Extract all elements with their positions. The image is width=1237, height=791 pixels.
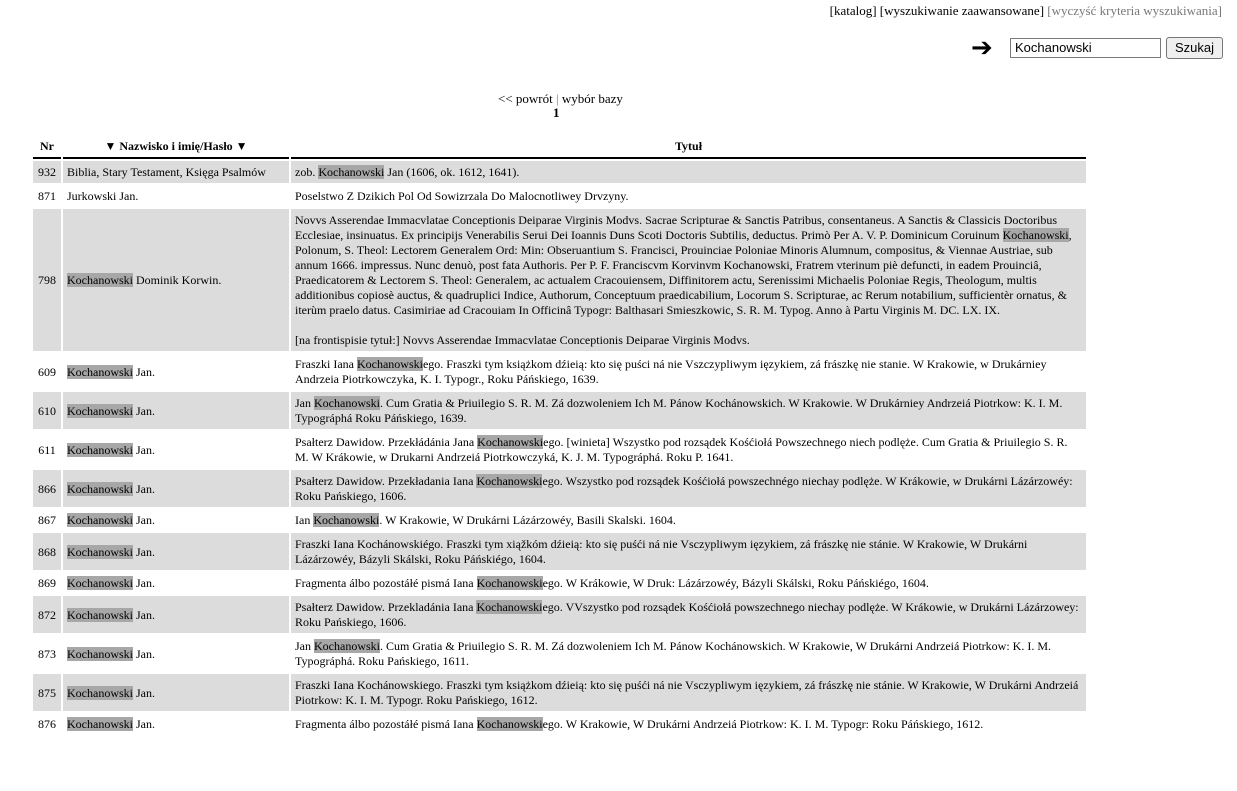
author-cell <box>63 431 289 468</box>
record-number: 871 <box>38 189 56 203</box>
arrow-right-icon: ➔ <box>971 33 993 63</box>
text-segment: ego. [winieta] Wszystko pod rozsądek Kośćiołá Powszechnego niech podlęże. Cum Gratia & Priuilegio S. R. M. W Krákowie, w Drukarni Andrzeiá Piotrkowczyká, K. J. M. Typográphá. Roku P. 1641. <box>295 435 1068 464</box>
clear-criteria-link[interactable]: [wyczyść kryteria wyszukiwania] <box>1047 3 1222 18</box>
author-cell <box>63 161 289 183</box>
table-row[interactable] <box>33 161 1086 183</box>
text-segment: ego. W Krákowie, W Druk: Lázárzowéy, Bázyli Skálski, Roku Páńskiégo, 1604. <box>542 576 929 590</box>
table-row[interactable] <box>33 209 1086 351</box>
search-highlight: Kochanowski <box>67 607 133 622</box>
top-links <box>830 3 1222 19</box>
text-segment: Jan. <box>133 646 155 661</box>
search-highlight: Kochanowski <box>67 576 133 590</box>
table-row[interactable] <box>33 470 1086 507</box>
text-segment: Psałterz Dawidow. Przekladánia Iana <box>295 600 477 614</box>
text-segment: Jan <box>295 639 314 653</box>
text-segment: . W Krakowie, W Drukárni Lázárzowéy, Basili Skalski. 1604. <box>379 513 676 527</box>
text-segment: ego. W Krakowie, W Drukárni Andrzeiá Piotrkow: K. I. M. Typogr: Roku Páńskiego, 1612. <box>542 717 984 731</box>
text-segment: Jan <box>295 396 314 410</box>
title-cell <box>291 596 1086 633</box>
text-segment: Jan (1606, ok. 1612, 1641). <box>384 165 520 179</box>
record-number: 798 <box>33 209 61 351</box>
text-segment: Jan. <box>133 544 155 559</box>
text-segment: Jan. <box>133 576 155 590</box>
catalog-link[interactable]: [katalog] <box>829 3 877 18</box>
text-segment: Jan. <box>133 364 155 379</box>
record-number: 875 <box>33 674 61 711</box>
author-cell <box>63 596 289 633</box>
search-highlight: Kochanowski <box>313 513 380 527</box>
record-number: 869 <box>38 576 56 590</box>
column-header-name-sort[interactable]: ▼ Nazwisko i imię/Hasło ▼ <box>63 135 289 159</box>
text-segment: , Polonum, S. Theol: Lectorem Generalem Ord: Min: Obseruantium S. Francisci, Prouinciae Poloniae Minoris Alumnum, compositus, & Viennae Austriae, sub annum 1666. impressus. Nunc denuò, post fata Authoris. Per P. F. Franciscvm Korvinvm Kochanowski, Fratrem vterinum piè defuncti, in eadem Prouinciâ, Praedicatorem & Lectorem S. Theol: Generalem, ac actualem Cracouiensem, Diffinitorem actu, Serenissimi Michaelis Poloniae Regis, Theologum, multis additionibus copiosè auctus, & quadruplici Indice, Authorum, Conceptuum praedicabilium, Locorum S. Scripturae, ac Rerum notabilium, sufficientèr ornatus, & iterùm praelo datus. Casimiriae ad Cracouiam In Officinâ Typogr: Balthasari Smieszkowic, S. R. M. Typog. Anno à Partu Virginis M. DC. LX. IX. <box>295 228 1072 317</box>
record-number: 868 <box>33 533 61 570</box>
record-number: 610 <box>33 392 61 429</box>
title-cell <box>291 431 1086 468</box>
search-button[interactable]: Szukaj <box>1166 37 1223 59</box>
paragraph-gap <box>295 318 1082 333</box>
search-highlight: Kochanowski <box>476 576 543 590</box>
search-highlight: Kochanowski <box>1002 228 1069 242</box>
search-highlight: Kochanowski <box>67 685 133 700</box>
title-cell <box>291 713 1086 735</box>
text-segment: ego. VVszystko pod rozsądek Kośćiołá powszechnego niechay podlęże. W Krákowie, w Drukárni Lázárzowey: Roku Pańskiego, 1606. <box>295 600 1079 629</box>
author-cell <box>63 209 289 351</box>
text-segment: Jan. <box>133 403 155 418</box>
record-number: 609 <box>38 364 56 379</box>
title-cell <box>291 209 1086 351</box>
author-cell <box>63 533 289 570</box>
text-segment: Fraszki Iana Kochánowskiégo. Fraszki tym xiąžkóm dźieią: kto się puśći ná nie Vsczypliwym ięzykiem, zá frászkę nie stánie. W Krakowie, W Drukárni Lázárzowéy, Bázyli Skálski, Roku Páńskiégo, 1604. <box>295 537 1028 566</box>
text-segment: Psałterz Dawidow. Przekładania Iana <box>295 474 477 488</box>
title-cell <box>291 392 1086 429</box>
record-number: 876 <box>38 717 56 731</box>
text-segment: Biblia, Stary Testament, Księga Psalmów <box>67 165 266 179</box>
record-number: 867 <box>38 513 56 527</box>
results-table <box>31 133 1088 737</box>
table-row[interactable] <box>33 392 1086 429</box>
column-header-title: Tytuł <box>291 135 1086 159</box>
author-cell <box>63 392 289 429</box>
author-cell <box>63 572 289 594</box>
record-number: 932 <box>33 161 61 183</box>
text-segment: ego. Wszystko pod rozsądek Kośćiołá powszechnégo niechay podlęże. W Krákowie, w Drukárni Lázárzowéy: Roku Pańskiego, 1606. <box>295 474 1073 503</box>
title-cell <box>291 509 1086 531</box>
title-cell <box>291 572 1086 594</box>
table-row[interactable] <box>33 533 1086 570</box>
record-number: 872 <box>33 596 61 633</box>
search-highlight: Kochanowski <box>67 273 133 287</box>
back-link[interactable]: << powrót <box>498 91 553 106</box>
text-segment: ego. Fraszki tym książkom dźieią: kto się puści ná nie Vszczypliwym ięzykiem, zá frászkę nie stanie. W Krakowie, w Drukárniey Andrzeia Piotrkowczyka, K. I. Typogr., Roku Páńskiego, 1639. <box>295 357 1047 386</box>
author-cell <box>63 713 289 735</box>
column-header-nr: Nr <box>33 135 61 159</box>
text-segment: Jan. <box>133 442 155 457</box>
table-row[interactable] <box>33 431 1086 468</box>
title-cell <box>291 161 1086 183</box>
author-cell <box>63 674 289 711</box>
table-row[interactable] <box>33 713 1086 735</box>
table-header-row <box>33 135 1086 159</box>
text-segment: Fragmenta álbo pozostáłé pismá Iana <box>295 717 477 731</box>
table-row[interactable] <box>33 572 1086 594</box>
search-highlight: Kochanowski <box>476 600 543 614</box>
search-highlight: Kochanowski <box>67 403 133 418</box>
text-segment: Jan. <box>133 481 155 496</box>
search-highlight: Kochanowski <box>314 396 380 410</box>
title-cell <box>291 353 1086 390</box>
title-cell <box>291 635 1086 672</box>
title-cell <box>291 185 1086 207</box>
search-highlight: Kochanowski <box>477 435 544 449</box>
text-segment: Novvs Asserendae Immacvlatae Conceptionis Deiparae Virginis Modvs. Sacrae Scripturae & Sanctis Patribus, consentaneus. A Sanctis & Classicis Doctoribus Ecclesiae, insinuatus. Ex principijs Venerabilis Serui Dei Ioannis Duns Scoti Doctoris Subtilis, deductus. Primò Per A. V. P. Dominicum Coruinum <box>295 213 1058 242</box>
record-number: 866 <box>33 470 61 507</box>
text-segment: Psałterz Dawidow. Przekłádánia Jana <box>295 435 478 449</box>
search-input[interactable] <box>1010 38 1161 58</box>
search-highlight: Kochanowski <box>476 717 543 731</box>
title-cell <box>291 674 1086 711</box>
title-cell <box>291 470 1086 507</box>
search-highlight: Kochanowski <box>67 481 133 496</box>
text-segment: Ian <box>295 513 314 527</box>
search-highlight: Kochanowski <box>67 442 133 457</box>
search-highlight: Kochanowski <box>67 717 133 731</box>
text-segment: Jurkowski Jan. <box>67 189 139 203</box>
database-choice-link[interactable]: wybór bazy <box>561 91 623 106</box>
search-highlight: Kochanowski <box>318 165 385 179</box>
title-cell <box>291 533 1086 570</box>
text-segment: Jan. <box>133 717 155 731</box>
table-row[interactable] <box>33 596 1086 633</box>
record-number: 873 <box>38 646 56 661</box>
search-highlight: Kochanowski <box>67 646 133 661</box>
author-cell <box>63 470 289 507</box>
page-number: 1 <box>553 105 560 120</box>
text-segment: . Cum Gratia & Priuilegio S. R. M. Zá dozwoleniem Ich M. Pánow Kochánowskich. W Krakowie. W Drukárniey Andrzeiá Piotrkow: K. I. M. Typográphá Roku Páńskiego, 1639. <box>295 396 1063 425</box>
author-cell <box>63 635 289 672</box>
search-highlight: Kochanowski <box>67 364 133 379</box>
text-segment: Fragmenta álbo pozostáłé pismá Iana <box>295 576 477 590</box>
text-segment: Fraszki Iana <box>295 357 357 371</box>
table-row[interactable] <box>33 353 1086 390</box>
text-segment: zob. <box>295 165 319 179</box>
author-cell <box>63 353 289 390</box>
advanced-search-link[interactable]: [wyszukiwanie zaawansowane] <box>879 3 1045 18</box>
table-row[interactable] <box>33 509 1086 531</box>
search-highlight: Kochanowski <box>67 513 133 527</box>
text-segment: Jan. <box>133 685 155 700</box>
text-segment: Jan. <box>133 607 155 622</box>
text-segment: . Cum Gratia & Priuilegio S. R. M. Zá dozwoleniem Ich M. Pánow Kochánowskich. W Krakowie, W Drukárni Andrzeiá Piotrkow: K. I. M. Typográphá. Roku Pańskiego, 1611. <box>295 639 1052 668</box>
text-segment: Poselstwo Z Dzikich Pol Od Sowizrzala Do Malocnotliwey Drvzyny. <box>295 189 629 203</box>
navigation-links <box>498 91 623 107</box>
table-row[interactable] <box>33 674 1086 711</box>
author-cell <box>63 509 289 531</box>
text-segment: [na frontispisie tytuł:] Novvs Asserendae Immacvlatae Conceptionis Deiparae Virginis Modvs. <box>295 333 750 347</box>
record-number: 611 <box>38 442 56 457</box>
search-highlight: Kochanowski <box>67 544 133 559</box>
search-highlight: Kochanowski <box>314 639 380 653</box>
nav-separator: | <box>556 91 559 106</box>
search-highlight: Kochanowski <box>356 357 423 371</box>
text-segment: Fraszki Iana Kochánowskiego. Fraszki tym książkom dźieią: kto się puśći ná nie Vsczypliwym ięzykiem, zá frászkę nie stánie. W Krakowie, W Drukárni Andrzeiá Piotrkow: K. I. M. Typogr. Roku Pańskiego, 1612. <box>295 678 1079 707</box>
table-row[interactable] <box>33 635 1086 672</box>
author-cell <box>63 185 289 207</box>
table-row[interactable] <box>33 185 1086 207</box>
text-segment: Dominik Korwin. <box>133 273 222 287</box>
text-segment: Jan. <box>133 513 155 527</box>
search-highlight: Kochanowski <box>476 474 543 488</box>
